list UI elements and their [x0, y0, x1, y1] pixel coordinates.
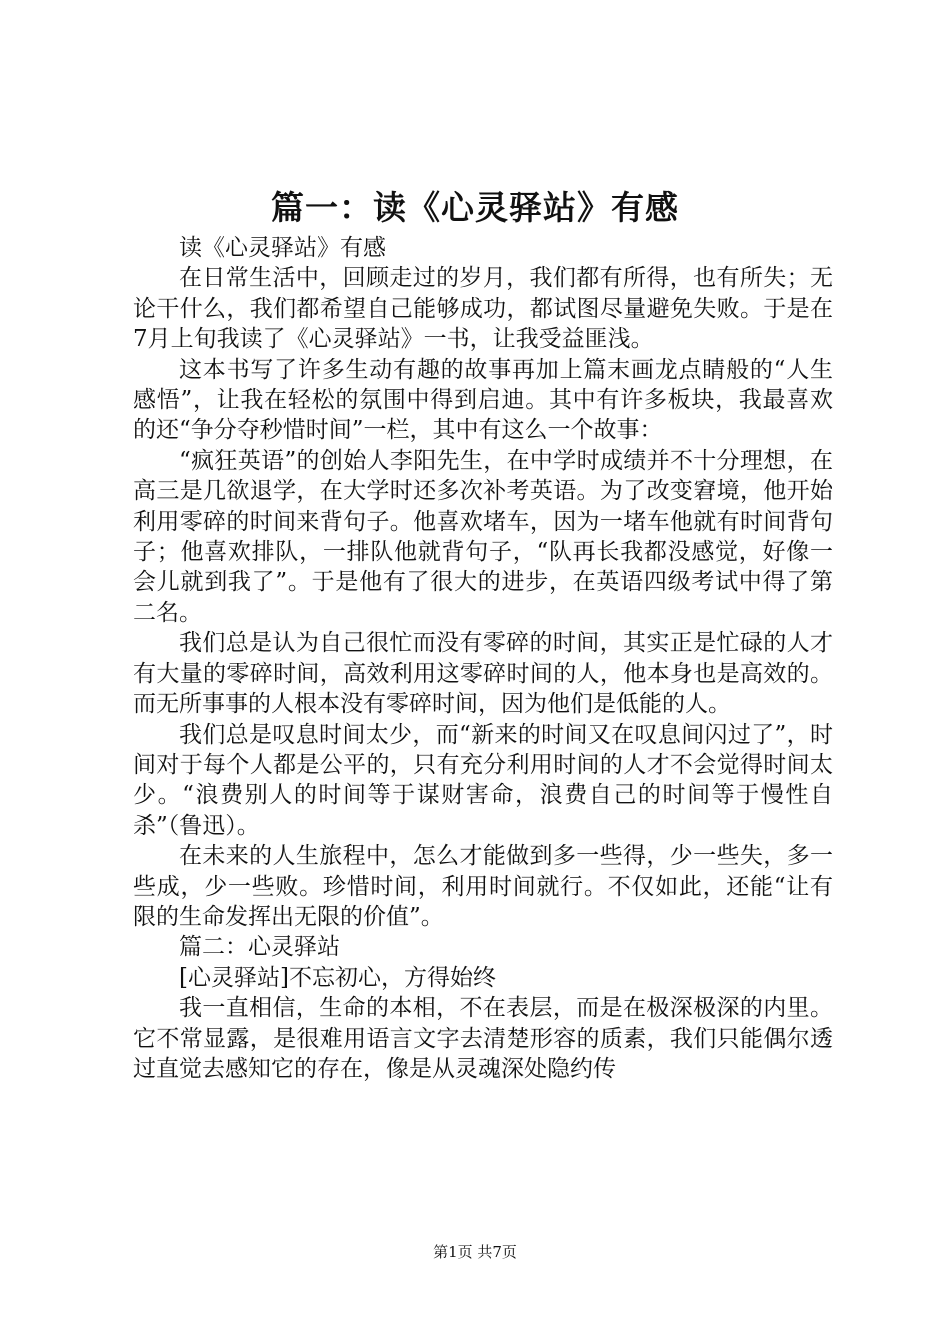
- document-title: 篇一：读《心灵驿站》有感: [271, 188, 679, 227]
- paragraph: 读《心灵驿站》有感: [179, 235, 386, 261]
- paragraph: [心灵驿站]不忘初心，方得始终: [179, 964, 496, 991]
- paragraph: 我们总是认为自己很忙而没有零碎的时间，其实正是忙碌的人才有大量的零碎时间，高效利用这零碎时间的人，他本身也是高效的。而无所事事的人根本没有零碎时间，因为他们是低能的人。: [133, 630, 833, 718]
- page-footer: 第1页 共7页: [433, 1243, 517, 1261]
- paragraph: 我们总是叹息时间太少，而“新来的时间又在叹息间闪过了”，时间对于每个人都是公平的，只有充分利用时间的人才不会觉得时间太少。“浪费别人的时间等于谋财害命，浪费自己的时间等于慢性自杀”（鲁迅）。: [133, 721, 833, 839]
- section-heading: 篇二：心灵驿站: [179, 934, 340, 961]
- paragraph: 在日常生活中，回顾走过的岁月，我们都有所得，也有所失；无论干什么，我们都希望自己能够成功，都试图尽量避免失败。于是在7月上旬我读了《心灵驿站》一书，让我受益匪浅。: [133, 265, 833, 353]
- paragraph: 我一直相信，生命的本相，不在表层，而是在极深极深的内里。它不常显露，是很难用语言文字去清楚形容的质素，我们只能偶尔透过直觉去感知它的存在，像是从灵魂深处隐约传: [133, 995, 833, 1082]
- paragraph: 在未来的人生旅程中，怎么才能做到多一些得，少一些失，多一些成，少一些败。珍惜时间，利用时间就行。不仅如此，还能“让有限的生命发挥出无限的价值”。: [133, 843, 833, 930]
- paragraph: 这本书写了许多生动有趣的故事再加上篇末画龙点睛般的“人生感悟”，让我在轻松的氛围中得到启迪。其中有许多板块，我最喜欢的还“争分夺秒惜时间”一栏，其中有这么一个故事：: [133, 356, 833, 444]
- paragraph: “疯狂英语”的创始人李阳先生，在中学时成绩并不十分理想，在高三是几欲退学，在大学时还多次补考英语。为了改变窘境，他开始利用零碎的时间来背句子。他喜欢堵车，因为一堵车他就有时间背句子；他喜欢排队，一排队他就背句子，“队再长我都没感觉，好像一会儿就到我了”。于是他有了很大的进步，在英语四级考试中得了第二名。: [133, 447, 833, 626]
- document-body: [133, 233, 833, 1084]
